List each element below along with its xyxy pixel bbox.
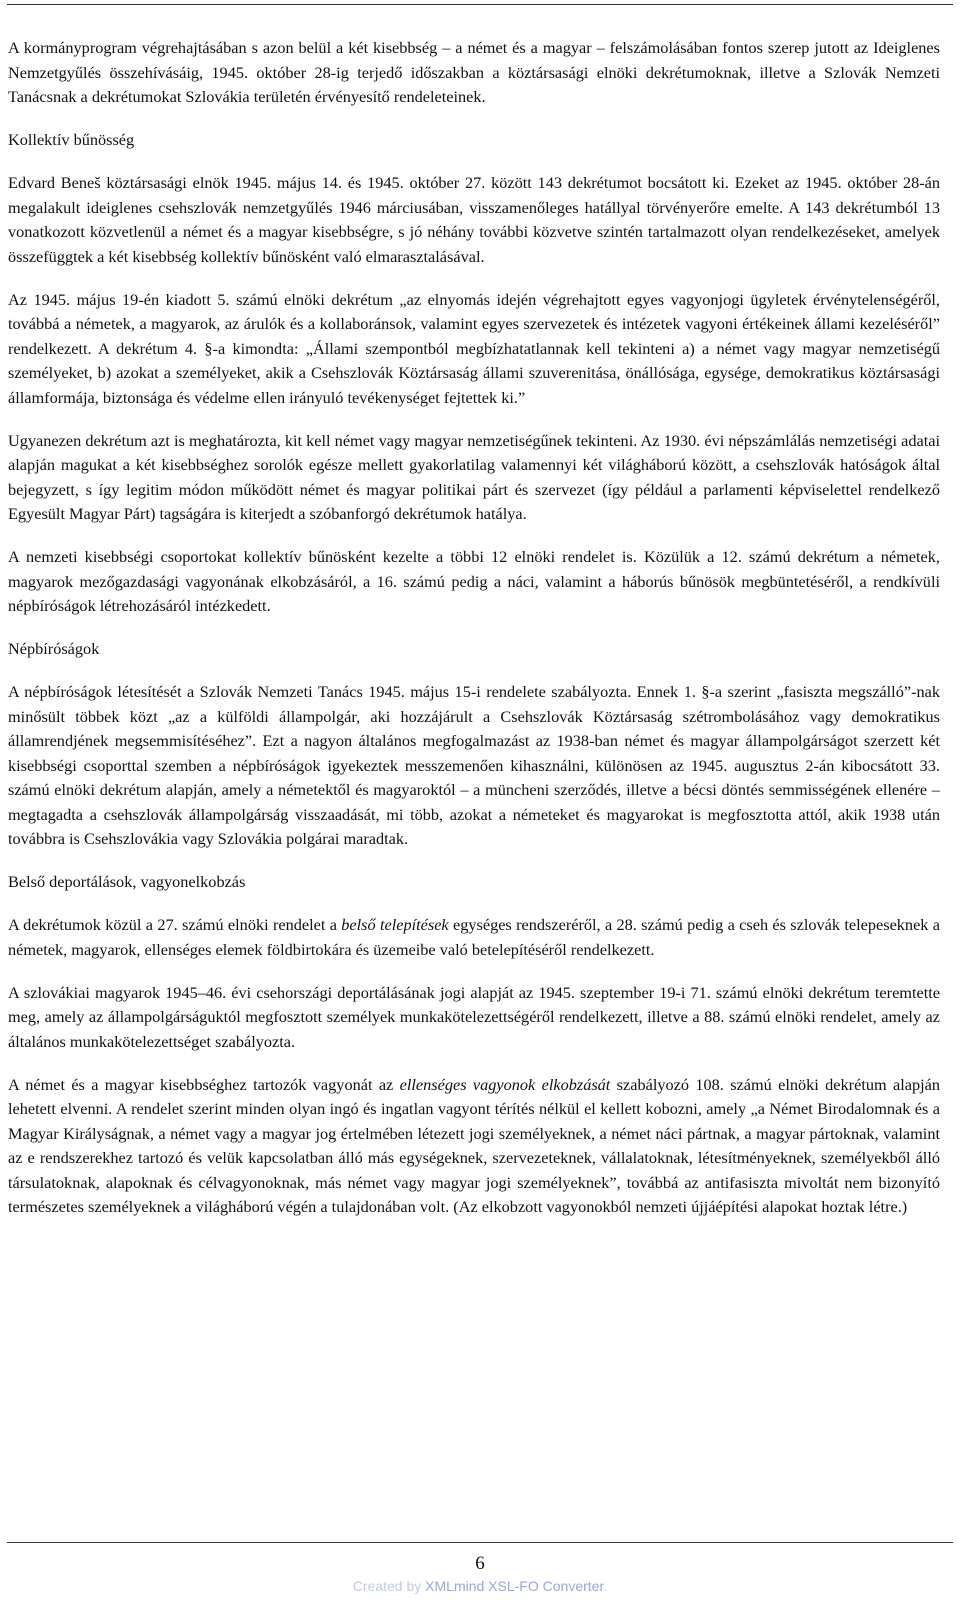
heading-kollektiv-bunosseg: Kollektív bűnösség xyxy=(8,130,135,149)
paragraph-7 xyxy=(8,913,940,962)
footer-suffix: . xyxy=(603,1578,608,1594)
paragraph-9-text-a: A német és a magyar kisebbséghez tartozók vagyonát az xyxy=(8,1074,400,1094)
paragraph-6: A népbíróságok létesítését a Szlovák Nemzeti Tanács 1945. május 15-i rendelete szabályozta. Ennek 1. §-a szerint „fasiszta megszálló”-nak minősült többek közt „az a külföldi állampolgár, aki hozzájárult a Csehszlovák Köztársaság szétrombolásához vagy demokratikus államrendjének megsemmisítéséhez”. Ezt a nagyon általános megfogalmazást az 1938-ban német és magyar állampolgárságot szerzett két kisebbségi csoporttal szemben a népbíróságok igyekeztek messzemenően kihasználni, különösen az 1945. augusztus 2-án kibocsátott 33. számú elnöki dekrétum alapján, amely a németektől és magyaroktól – a müncheni szerződés, illetve a bécsi döntés semmisségének ellenére – megtagadta a csehszlovák állampolgárság visszaadását, mi több, azokat a németeket és magyarokat is megfosztotta attól, akik 1938 után továbbra is Csehszlovákia vagy Szlovákia polgárai maradtak. xyxy=(8,682,940,848)
document-body xyxy=(8,36,940,1238)
paragraph-4: Ugyanezen dekrétum azt is meghatározta, kit kell német vagy magyar nemzetiségűnek tekinteni. Az 1930. évi népszámlálás nemzetiségi adatai alapján magukat a két kisebbséghez sorolók egésze mellett gyakorlatilag valamennyi két világháború között, a csehszlovák hatóságok által bejegyzett, s így legitim módon működött német és magyar politikai párt és szervezet (így például a parlamenti képviselettel rendelkező Egyesült Magyar Párt) tagságára is kiterjedt a szóbanforgó dekrétumok hatálya. xyxy=(8,430,940,523)
paragraph-7-text-b: egységes rendszeréről, a 28. számú pedig a cseh és szlovák telepeseknek a németek, magyarok, ellenséges elemek földbirtokára és üzemeibe való betelepítéséről rendelkezett. xyxy=(8,915,940,959)
paragraph-7-emphasis: belső telepítések xyxy=(341,915,449,934)
paragraph-2: Edvard Beneš köztársasági elnök 1945. május 14. és 1945. október 27. között 143 dekrétumot bocsátott ki. Ezeket az 1945. október 28-án megalakult ideiglenes csehszlovák nemzetgyűlés 1946 márciusában, visszamenőleges hatállyal törvényerőre emelte. A 143 dekrétumból 13 vonatkozott közvetlenül a német és a magyar kisebbségre, s jó néhány további közvetve szintén tartalmazott olyan rendelkezéseket, amelyek összefüggtek a két kisebbség kollektív bűnösként való elmarasztalásával. xyxy=(8,173,940,266)
paragraph-1: A kormányprogram végrehajtásában s azon belül a két kisebbség – a német és a magyar – felszámolásában fontos szerep jutott az Ideiglenes Nemzetgyűlés összehívásáig, 1945. október 28-ig terjedő időszakban a köztársasági elnöki dekrétumoknak, illetve a Szlovák Nemzeti Tanácsnak a dekrétumokat Szlovákia területén érvényesítő rendeleteinek. xyxy=(8,38,940,106)
footer-prefix: Created by xyxy=(352,1578,426,1594)
page-number: 6 xyxy=(475,1553,485,1574)
paragraph-9-text-b: szabályozó 108. számú elnöki dekrétum alapján lehetett elvenni. A rendelet szerint minden olyan ingó és ingatlan vagyont térítés nélkül el kellett kobozni, amely „a Német Birodalomnak és a Magyar Királyságnak, a német vagy a magyar jog értelmében létezett jogi személyeknek, a német náci pártnak, a magyar pártoknak, valamint az e rendszerekhez tartozó és velük kapcsolatban álló más egységeknek, szervezeteknek, vállalatoknak, létesítményeknek, személyekből álló társulatoknak, alapoknak és célvagyonoknak, más német vagy magyar jogi személyeknek”, továbbá az antifasiszta mivoltát nem bizonyító természetes személyeknek a világháború végén a tulajdonában volt. (Az elkobzott vagyonokból nemzeti újjáépítési alapokat hoztak létre.) xyxy=(8,1074,940,1216)
paragraph-8: A szlovákiai magyarok 1945–46. évi csehországi deportálásának jogi alapját az 1945. szeptember 19-i 71. számú elnöki dekrétum teremtette meg, amely az állampolgárságuktól megfosztott személyek munkakötelezettségéről rendelkezett, illetve a 88. számú elnöki rendelet, amely az általános munkakötelezettséget szabályozta. xyxy=(8,982,940,1051)
paragraph-5: A nemzeti kisebbségi csoportokat kollektív bűnösként kezelte a többi 12 elnöki rendelet is. Közülük a 12. számú dekrétum a németek, magyarok mezőgazdasági vagyonának elkobzásáról, a 16. számú pedig a náci, valamint a háborús bűnösök megbüntetéséről, a rendkívüli népbíróságok létrehozásáról intézkedett. xyxy=(8,547,940,615)
footer-credit xyxy=(0,1577,960,1595)
paragraph-9-emphasis: ellenséges vagyonok elkobzását xyxy=(399,1074,611,1094)
heading-belso-deportalasok: Belső deportálások, vagyonelkobzás xyxy=(8,872,246,891)
paragraph-3: Az 1945. május 19-én kiadott 5. számú elnöki dekrétum „az elnyomás idején végrehajtott egyes vagyonjogi ügyletek érvénytelenségéről, továbbá a németek, a magyarok, az árulók és a kollaboránsok, valamint egyes szervezetek és intézetek vagyoni értékeinek állami kezeléséről” rendelkezett. A dekrétum 4. §-a kimondta: „Állami szempontból megbízhatatlannak kell tekinteni a) a német vagy magyar nemzetiségű személyeket, b) azokat a személyeket, akik a Csehszlovák Köztársaság állami szuverenitása, önállósága, egysége, demokratikus köztársasági államformája, biztonsága és védelme ellen irányuló tevékenységet fejtettek ki.” xyxy=(8,289,940,407)
footer-brand-link[interactable]: XMLmind XSL-FO Converter xyxy=(425,1578,604,1594)
paragraph-9 xyxy=(8,1073,940,1220)
heading-nepbirosagok: Népbíróságok xyxy=(8,639,100,658)
top-rule xyxy=(7,4,953,5)
paragraph-7-text-a: A dekrétumok közül a 27. számú elnöki rendelet a xyxy=(8,915,342,934)
bottom-rule xyxy=(7,1542,953,1543)
